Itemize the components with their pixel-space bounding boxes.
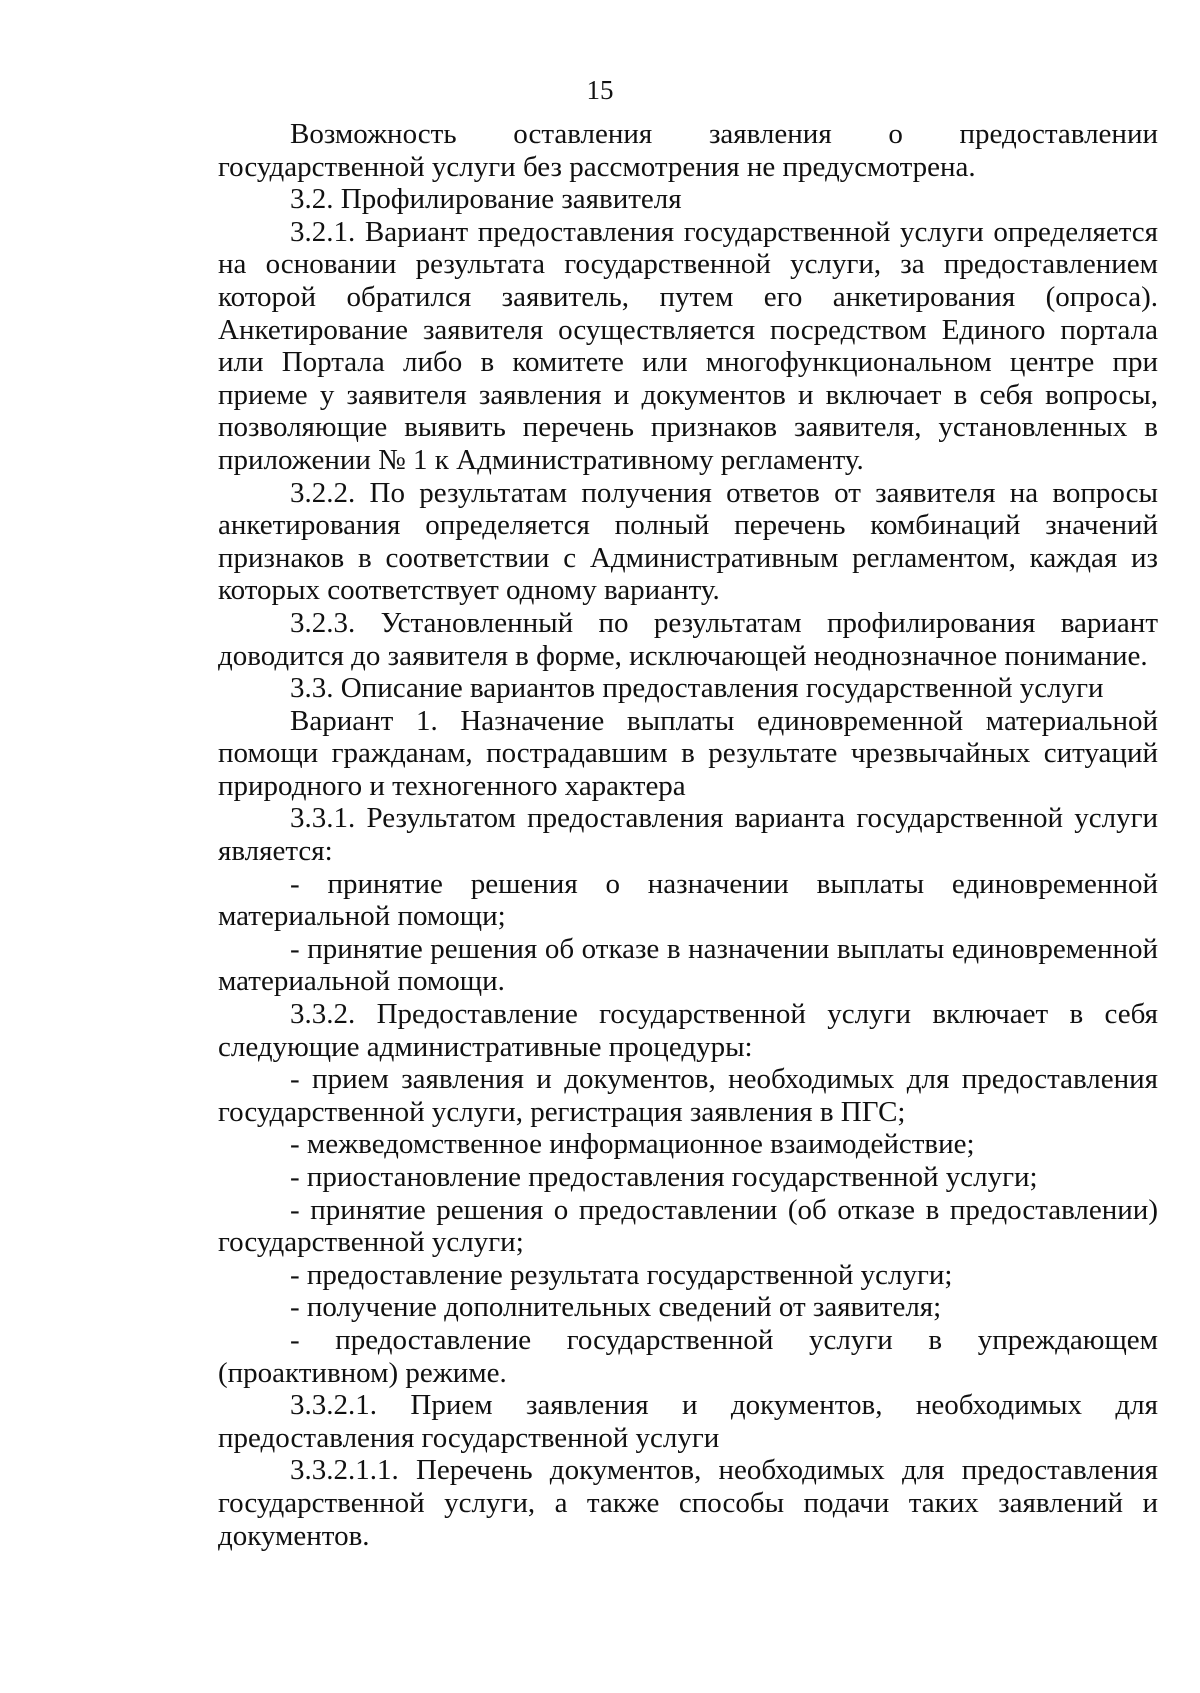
paragraph-3-2-2: 3.2.2. По результатам получения ответов от заявителя на вопросы анкетирования определяется полный перечень комбинаций значений признаков в соответствии с Административным регламентом, каждая из которых соответствует одному варианту.	[218, 476, 1158, 607]
document-body	[218, 118, 1158, 1552]
paragraph-3-2-1: 3.2.1. Вариант предоставления государственной услуги определяется на основании результата государственной услуги, за предоставлением которой обратился заявитель, путем его анкетирования (опроса). Анкетирование заявителя осуществляется посредством Единого портала или Портала либо в комитете или многофункциональном центре при приеме у заявителя заявления и документов и включает в себя вопросы, позволяющие выявить перечень признаков заявителя, установленных в приложении № 1 к Административному регламенту.	[218, 215, 1158, 476]
heading-3-3-2-1: 3.3.2.1. Прием заявления и документов, необходимых для предоставления государственной услуги	[218, 1389, 1158, 1454]
list-item-procedure-result: - предоставление результата государственной услуги;	[290, 1258, 953, 1291]
list-item-decision-refusal: - принятие решения об отказе в назначении выплаты единовременной материальной помощи.	[218, 932, 1158, 998]
list-item-procedure-decision: - принятие решения о предоставлении (об отказе в предоставлении) государственной услуги;	[218, 1193, 1158, 1259]
paragraph-3-3-2: 3.3.2. Предоставление государственной услуги включает в себя следующие административные процедуры:	[218, 998, 1158, 1063]
list-item-procedure-proactive: - предоставление государственной услуги в упреждающем (проактивном) режиме.	[218, 1323, 1158, 1389]
page-number: 15	[586, 75, 614, 105]
heading-variant-1: Вариант 1. Назначение выплаты единовременной материальной помощи гражданам, пострадавшим в результате чрезвычайных ситуаций природного и техногенного характера	[218, 704, 1158, 802]
list-item-procedure-suspension: - приостановление предоставления государственной услуги;	[290, 1161, 1038, 1193]
heading-3-2-profiling: 3.2. Профилирование заявителя	[290, 183, 682, 216]
list-item-procedure-additional-info: - получение дополнительных сведений от заявителя;	[290, 1291, 942, 1324]
list-item-procedure-reception: - прием заявления и документов, необходимых для предоставления государственной услуги, регистрация заявления в ПГС;	[218, 1063, 1158, 1128]
paragraph-3-2-3: 3.2.3. Установленный по результатам профилирования вариант доводится до заявителя в форме, исключающей неоднозначное понимание.	[218, 606, 1158, 672]
list-item-decision-grant: - принятие решения о назначении выплаты единовременной материальной помощи;	[218, 867, 1158, 933]
paragraph-3-3-2-1-1: 3.3.2.1.1. Перечень документов, необходимых для предоставления государственной услуги, а также способы подачи таких заявлений и документов.	[218, 1454, 1158, 1552]
list-item-procedure-interagency: - межведомственное информационное взаимодействие;	[290, 1128, 975, 1161]
heading-3-3-variants: 3.3. Описание вариантов предоставления государственной услуги	[290, 672, 1104, 705]
paragraph-no-dismissal: Возможность оставления заявления о предоставлении государственной услуги без рассмотрения не предусмотрена.	[218, 118, 1158, 183]
paragraph-3-3-1: 3.3.1. Результатом предоставления варианта государственной услуги является:	[218, 802, 1158, 868]
